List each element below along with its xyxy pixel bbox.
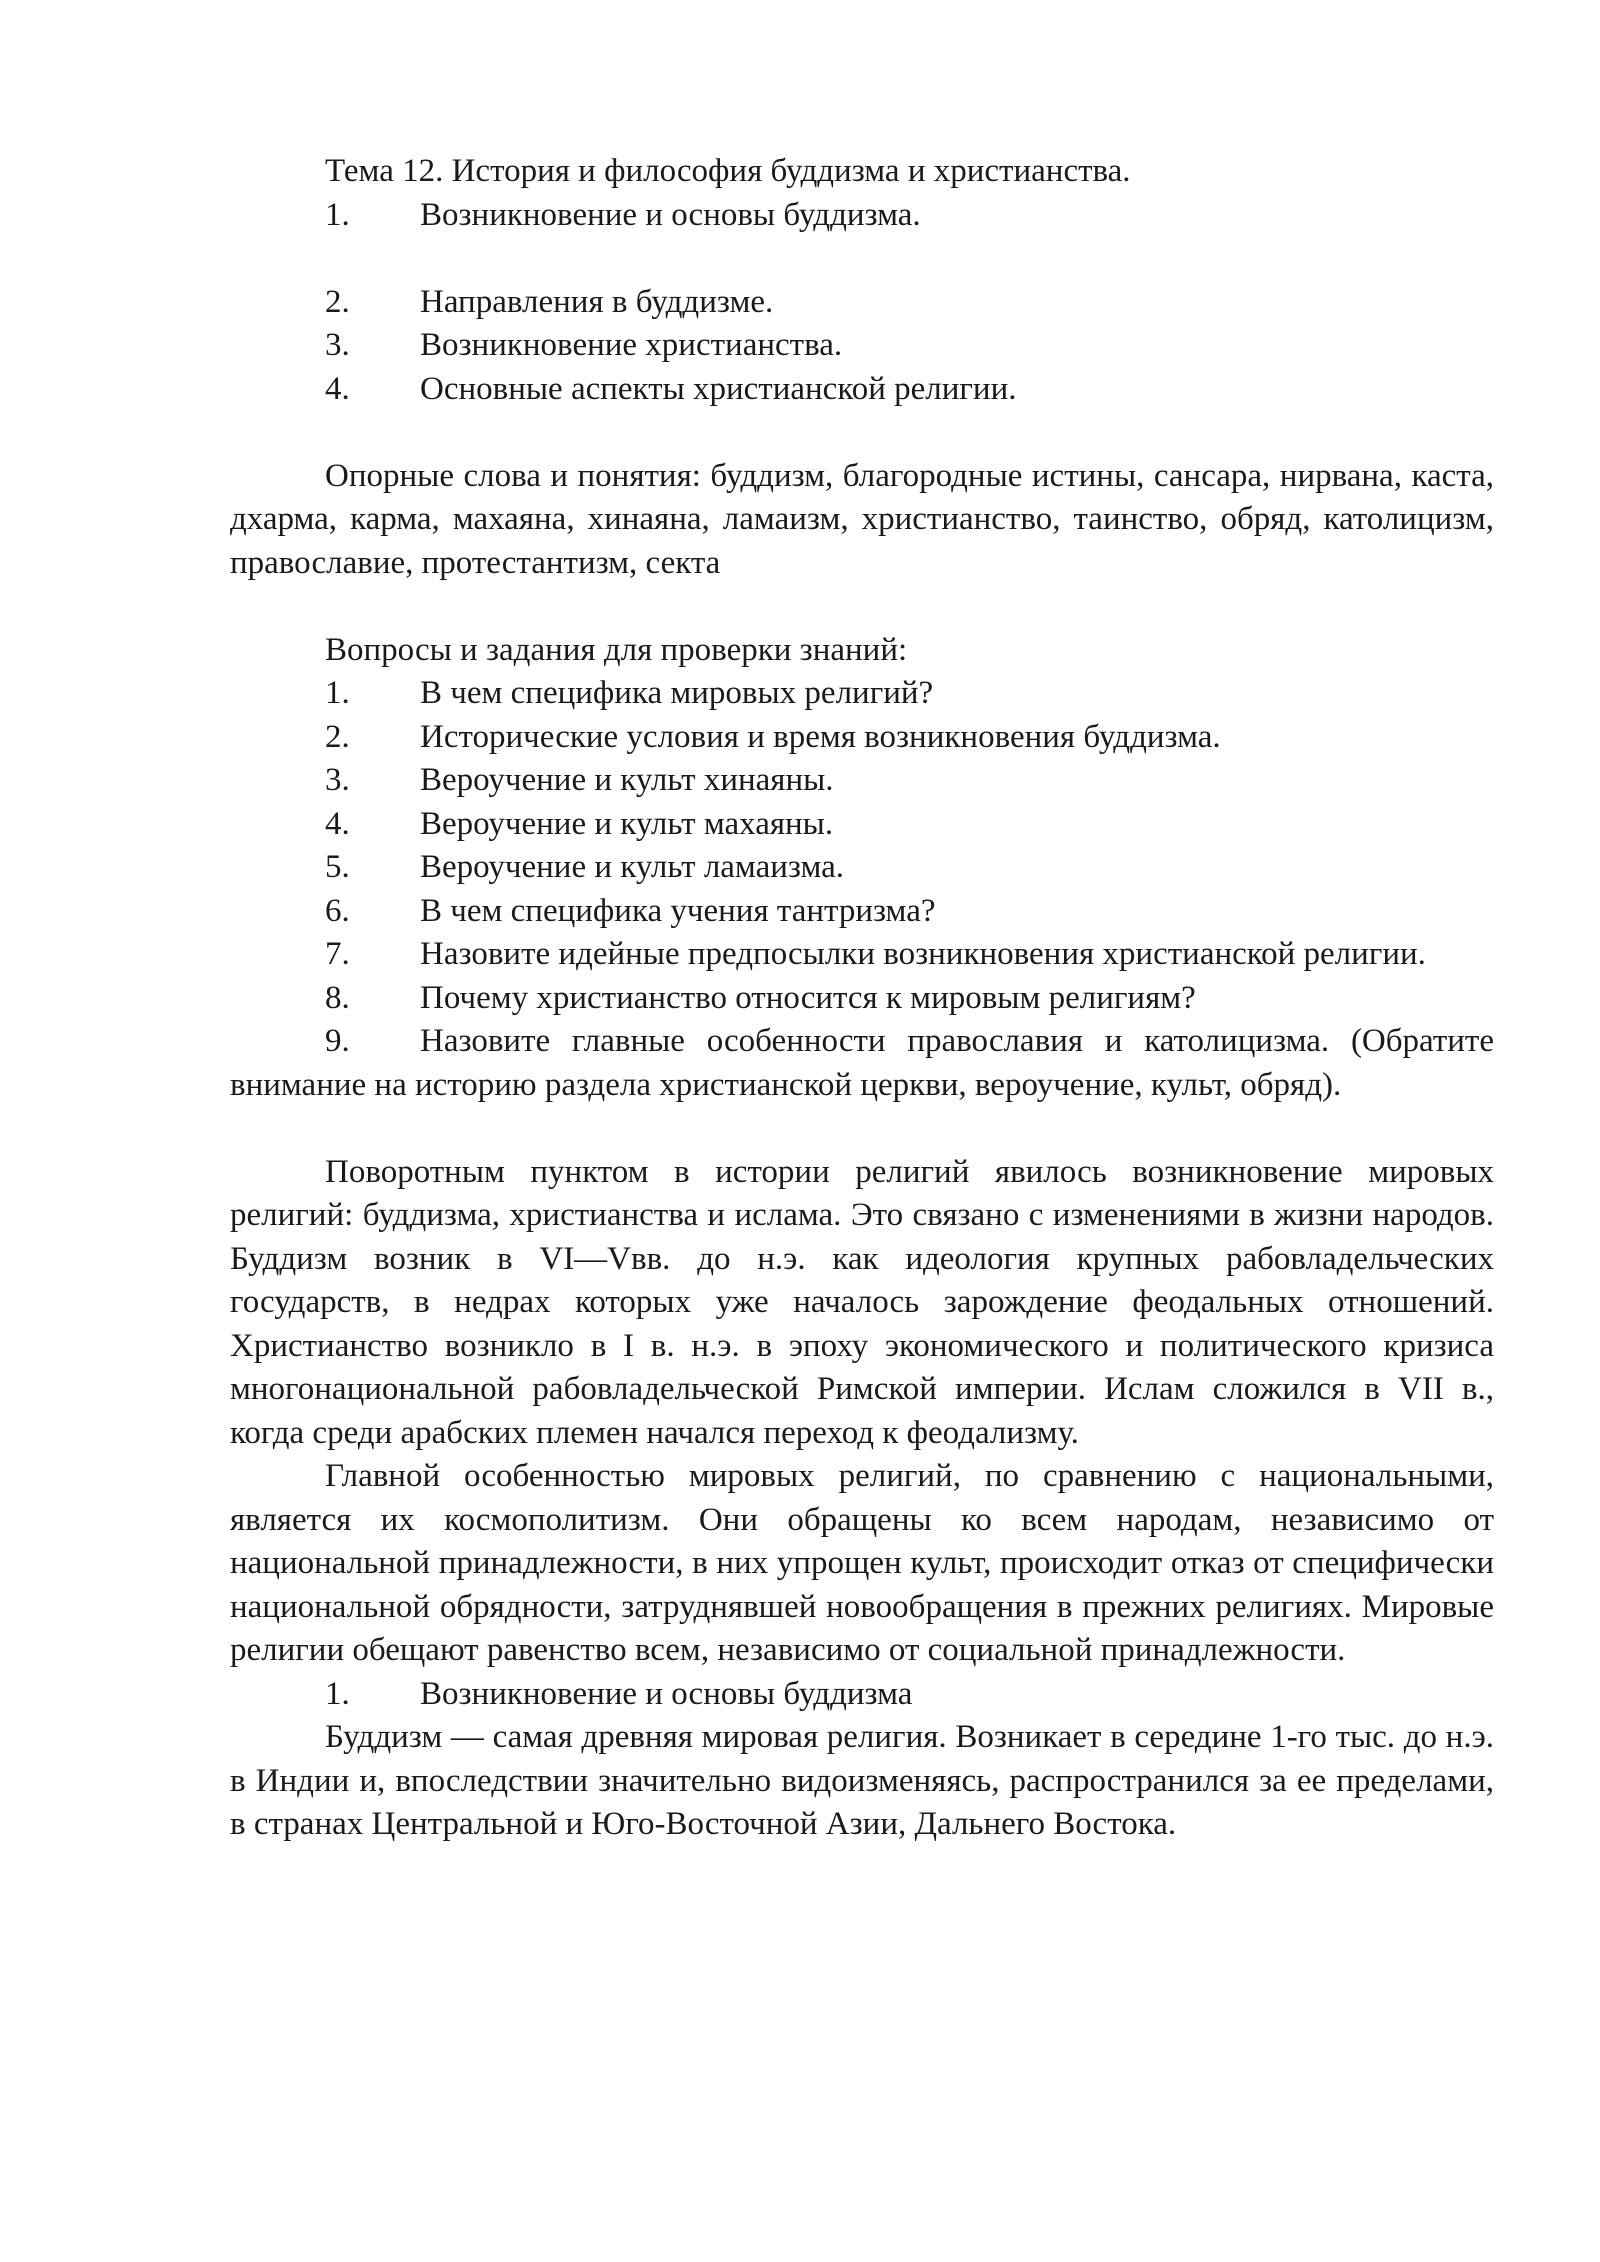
- plan-item-number: 2.: [325, 283, 350, 320]
- question-number: 9.: [325, 1023, 350, 1059]
- plan-item-text: Возникновение христианства.: [420, 327, 843, 363]
- question-number: 7.: [325, 936, 350, 972]
- plan-item-number: 3.: [325, 327, 350, 363]
- question-item-3: [230, 759, 1494, 803]
- blank-line: [230, 585, 1494, 629]
- section-heading: [230, 1673, 1494, 1717]
- question-text: Исторические условия и время возникновения буддизма.: [420, 718, 1221, 755]
- question-item-2: [230, 716, 1494, 760]
- plan-item-number: 4.: [325, 370, 350, 407]
- question-number: 2.: [325, 718, 350, 755]
- question-text: Назовите идейные предпосылки возникновения христианской религии.: [420, 936, 1426, 972]
- document-page: [230, 150, 1494, 1847]
- blank-line: [230, 411, 1494, 455]
- question-text: В чем специфика учения тантризма?: [420, 892, 936, 929]
- blank-line: [230, 237, 1494, 281]
- question-item-4: [230, 803, 1494, 847]
- blank-line: [230, 1107, 1494, 1151]
- question-text: Вероучение и культ махаяны.: [420, 805, 834, 842]
- body-paragraph-2: Главной особенностью мировых религий, по сравнению с национальными, является их космополитизм. Они обращены ко всем народам, независимо от национальной принадлежности, в них упрощен культ, происходит отказ от специфически национальной обрядности, затруднявшей новообращения в прежних религиях. Мировые религии обещают равенство всем, независимо от социальной принадлежности.: [230, 1458, 1494, 1668]
- body-paragraph-1: Поворотным пунктом в истории религий явилось возникновение мировых религий: буддизма, христианства и ислама. Это связано с изменениями в жизни народов. Буддизм возник в VI—Vвв. до н.э. как идеология крупных рабовладельческих государств, в недрах которых уже началось зарождение феодальных отношений. Христианство возникло в I в. н.э. в эпоху экономического и политического кризиса многонациональной рабовладельческой Римской империи. Ислам сложился в VII в., когда среди арабских племен начался переход к феодализму.: [230, 1153, 1494, 1451]
- question-item-9: [230, 1020, 1494, 1107]
- plan-item-text: Возникновение и основы буддизма.: [420, 196, 921, 233]
- keywords-paragraph: Опорные слова и понятия: буддизм, благородные истины, сансара, нирвана, каста, дхарма, карма, махаяна, хинаяна, ламаизм, христианство, таинство, обряд, католицизм, православие, протестантизм, секта: [230, 457, 1494, 581]
- plan-item-1: [230, 194, 1494, 238]
- question-item-8: [230, 977, 1494, 1021]
- question-number: 6.: [325, 892, 350, 929]
- question-number: 8.: [325, 979, 350, 1016]
- question-text: Вероучение и культ хинаяны.: [420, 762, 834, 798]
- question-item-1: [230, 672, 1494, 716]
- question-text: Назовите главные особенности православия и католицизма. (Обратите внимание на историю раздела христианской церкви, вероучение, культ, обряд).: [230, 1023, 1494, 1103]
- page-title: Тема 12. История и философия буддизма и христианства.: [325, 153, 1131, 189]
- section-title: Возникновение и основы буддизма: [420, 1675, 913, 1712]
- plan-item-3: [230, 324, 1494, 368]
- questions-heading: Вопросы и задания для проверки знаний:: [325, 631, 908, 668]
- question-text: Почему христианство относится к мировым религиям?: [420, 979, 1196, 1016]
- question-item-7: [230, 933, 1494, 977]
- question-text: Вероучение и культ ламаизма.: [420, 849, 845, 885]
- plan-item-2: [230, 281, 1494, 325]
- plan-item-text: Направления в буддизме.: [420, 283, 774, 320]
- plan-item-text: Основные аспекты христианской религии.: [420, 370, 1017, 407]
- plan-item-number: 1.: [325, 196, 350, 233]
- question-number: 4.: [325, 805, 350, 842]
- question-number: 1.: [325, 675, 350, 711]
- question-number: 3.: [325, 762, 350, 798]
- question-item-5: [230, 846, 1494, 890]
- question-number: 5.: [325, 849, 350, 885]
- plan-item-4: [230, 368, 1494, 412]
- question-item-6: [230, 890, 1494, 934]
- section-number: 1.: [325, 1675, 350, 1712]
- body-paragraph-3: Буддизм — самая древняя мировая религия. Возникает в середине 1-го тыс. до н.э. в Индии и, впоследствии значительно видоизменяясь, распространился за ее пределами, в странах Центральной и Юго-Восточной Азии, Дальнего Востока.: [230, 1719, 1494, 1842]
- question-text: В чем специфика мировых религий?: [420, 675, 934, 711]
